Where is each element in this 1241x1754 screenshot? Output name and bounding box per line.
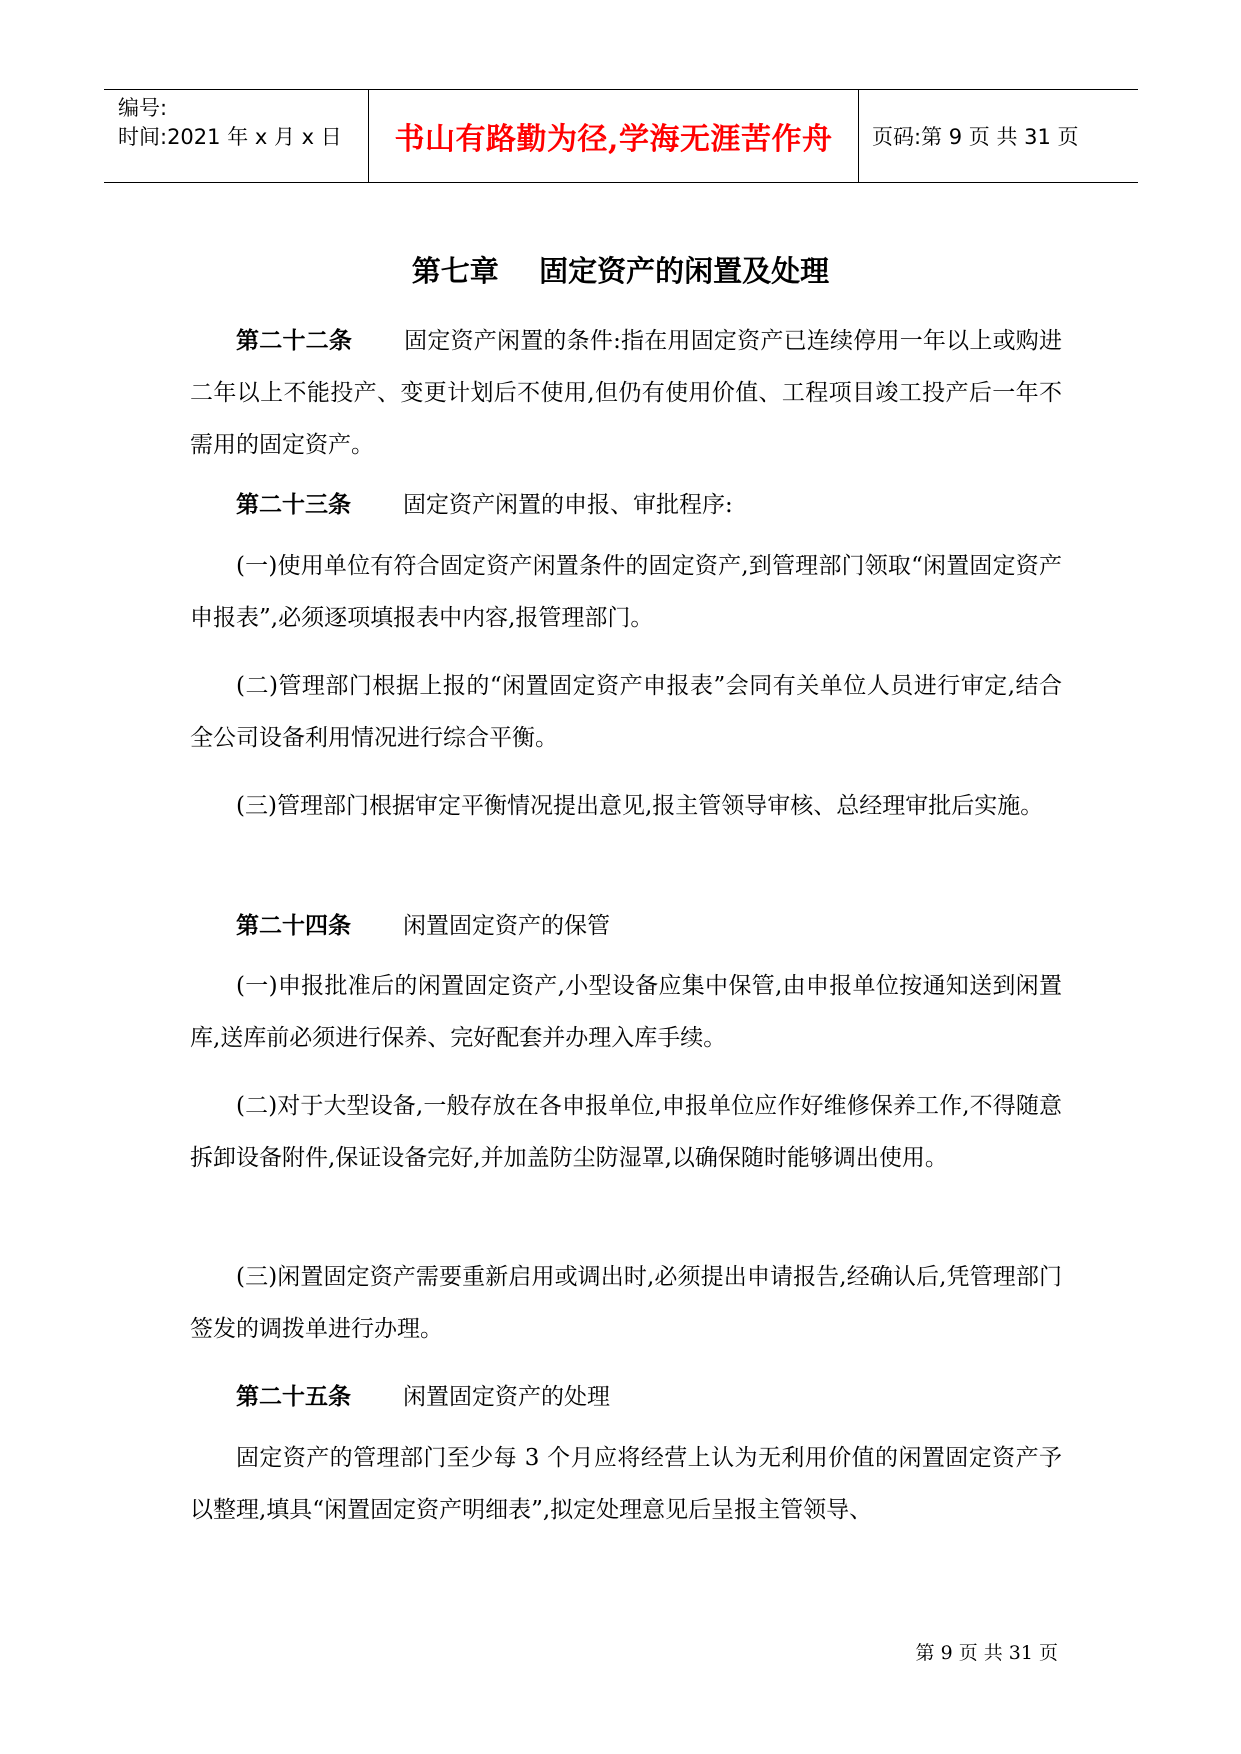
article-24-item-2: (二)对于大型设备,一般存放在各申报单位,申报单位应作好维修保养工作,不得随意拆卸设备附件,保证设备完好,并加盖防尘防湿罩,以确保随时能够调出使用。 [190,1093,1062,1171]
article-23-item-1: (一)使用单位有符合固定资产闲置条件的固定资产,到管理部门领取“闲置固定资产申报表”,必须逐项填报表中内容,报管理部门。 [190,553,1063,631]
article-text: 固定资产闲置的申报、审批程序: [403,492,733,518]
article-24-item-1: (一)申报批准后的闲置固定资产,小型设备应集中保管,由申报单位按通知送到闲置库,送库前必须进行保养、完好配套并办理入库手续。 [190,973,1062,1051]
article-25 [190,1371,1062,1423]
article-text: 闲置固定资产的处理 [403,1384,610,1410]
page-header [104,89,1138,183]
header-time-label: 时间:2021 年 x 月 x 日 [118,125,342,149]
article-number: 第二十五条 [236,1384,351,1410]
header-number-label: 编号: [118,96,168,120]
article-24 [190,900,1062,952]
article-23 [190,479,1062,531]
article-23-item-3: (三)管理部门根据审定平衡情况提出意见,报主管领导审核、总经理审批后实施。 [236,793,1044,819]
article-number: 第二十二条 [236,328,353,354]
article-22 [190,315,1062,471]
article-text: 闲置固定资产的保管 [403,913,610,939]
article-25-item-1: 固定资产的管理部门至少每 3 个月应将经营上认为无利用价值的闲置固定资产予以整理,填具“闲置固定资产明细表”,拟定处理意见后呈报主管领导、 [190,1445,1062,1523]
article-text: 固定资产闲置的条件:指在用固定资产已连续停用一年以上或购进二年以上不能投产、变更计划后不使用,但仍有使用价值、工程项目竣工投产后一年不需用的固定资产。 [190,328,1063,458]
article-23-item-2: (二)管理部门根据上报的“闲置固定资产申报表”会同有关单位人员进行审定,结合全公司设备利用情况进行综合平衡。 [190,673,1062,751]
article-number: 第二十四条 [236,913,351,939]
header-divider [858,90,859,182]
header-motto: 书山有路勤为径,学海无涯苦作舟 [394,122,833,157]
page-footer: 第 9 页 共 31 页 [915,1642,1058,1664]
article-number: 第二十三条 [236,492,351,518]
header-page-label: 页码:第 9 页 共 31 页 [872,125,1079,149]
chapter-title: 第七章 固定资产的闲置及处理 [411,254,830,288]
header-meta [118,94,342,152]
article-24-item-3: (三)闲置固定资产需要重新启用或调出时,必须提出申请报告,经确认后,凭管理部门签发的调拨单进行办理。 [190,1264,1062,1342]
